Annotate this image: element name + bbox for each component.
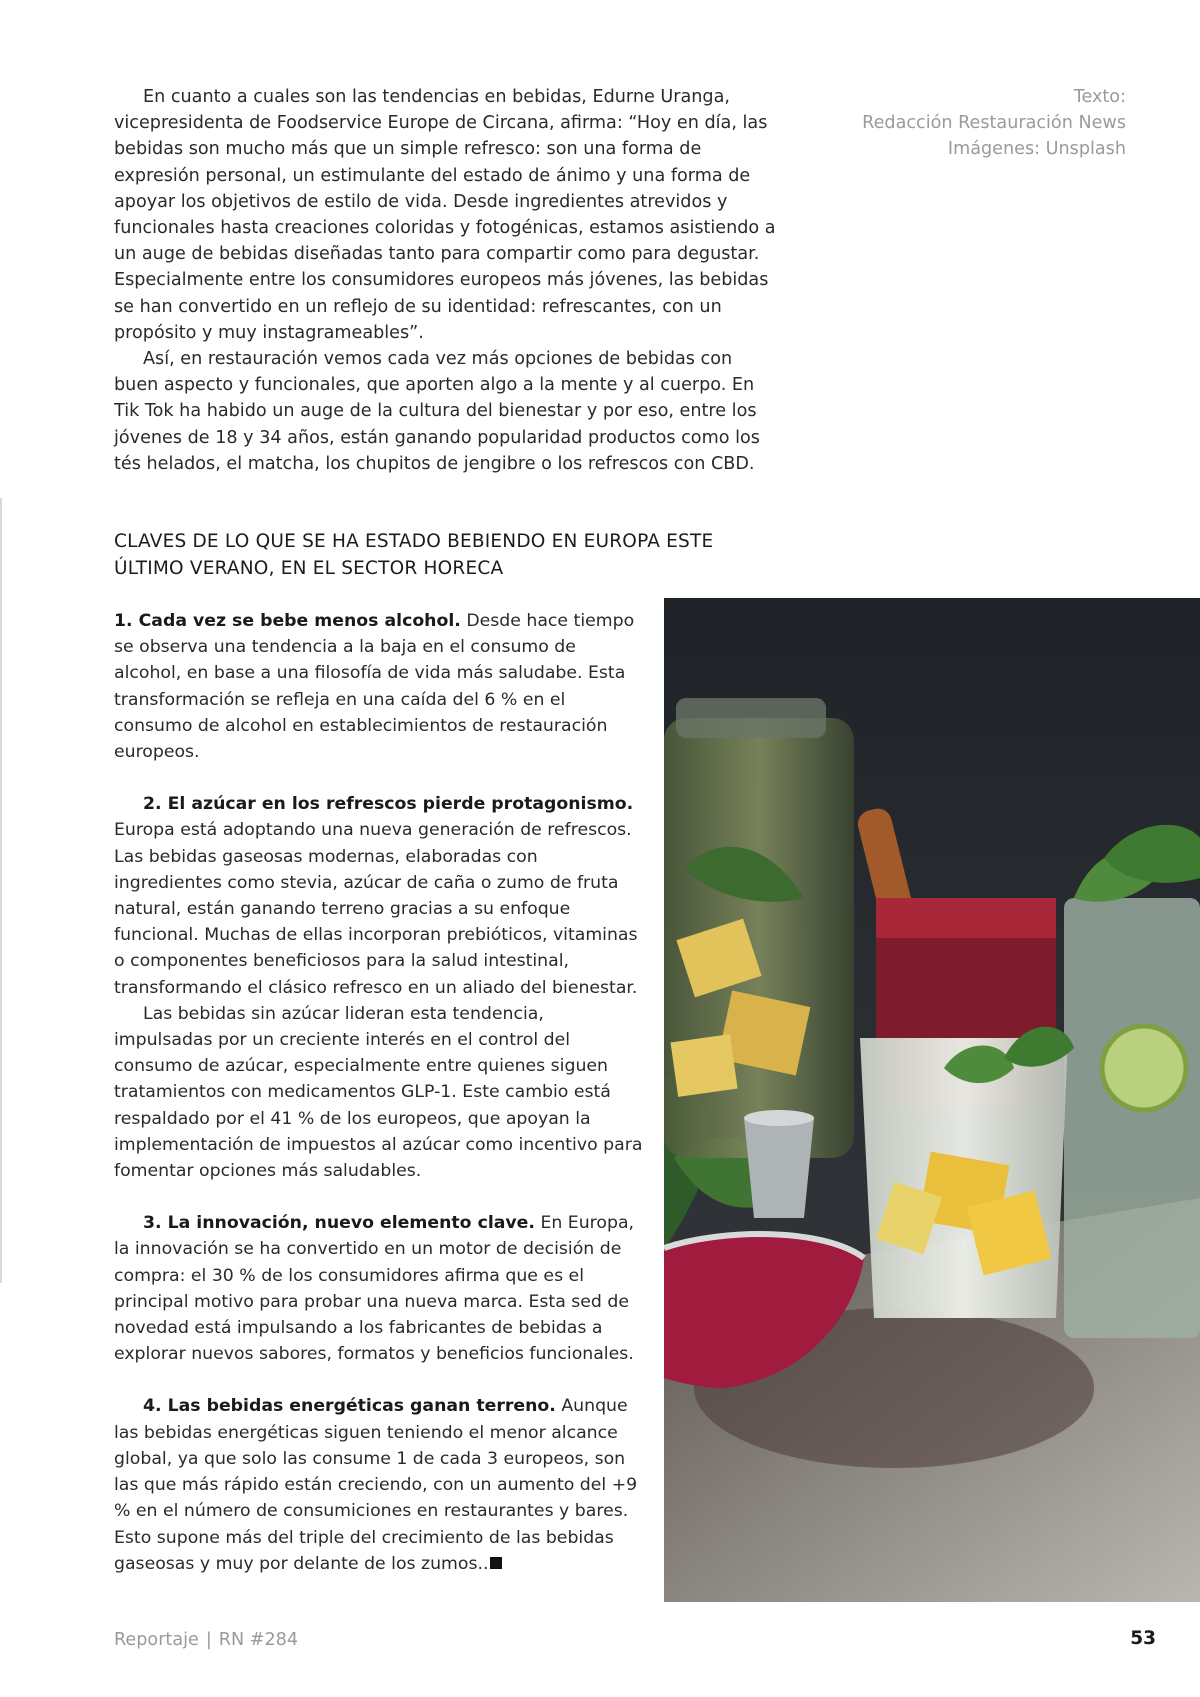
- clave-2-body: Europa está adoptando una nueva generación de refrescos. Las bebidas gaseosas modernas, elaboradas con ingredientes como stevia, azúcar de caña o zumo de fruta natural, están ganando terreno gracias a su enfoque funcional. Muchas de ellas incorporan prebióticos, vitaminas o componentes beneficiosos para la salud intestinal, transformando el clásico refresco en un aliado del bienestar.: [114, 820, 638, 998]
- clave-4: [114, 1393, 644, 1576]
- clave-3-body: En Europa, la innovación se ha convertido en un motor de decisión de compra: el 30 % de los consumidores afirma que es el principal motivo para probar una nueva marca. Esta sed de novedad está impulsando a los fabricantes de bebidas a explorar nuevos sabores, formatos y beneficios funcionales.: [114, 1213, 635, 1365]
- clave-4-title: 4. Las bebidas energéticas ganan terreno.: [143, 1396, 556, 1417]
- credits-author: Redacción Restauración News: [862, 113, 1126, 134]
- section-heading-line-2: ÚLTIMO VERANO, EN EL SECTOR HORECA: [114, 558, 504, 579]
- page-number: 53: [1130, 1628, 1156, 1649]
- clave-2-title: 2. El azúcar en los refrescos pierde protagonismo.: [143, 794, 634, 815]
- footer-issue: RN #284: [218, 1630, 299, 1650]
- credits-images: Imágenes: Unsplash: [947, 139, 1126, 160]
- drinks-photo: [664, 598, 1200, 1602]
- clave-2-paragraph-2: Las bebidas sin azúcar lideran esta tendencia, impulsadas por un creciente interés en el control del consumo de azúcar, especialmente entre quienes siguen tratamientos con medicamentos GLP-1. Este cambio está respaldado por el 41 % de los europeos, que apoyan la implementación de impuestos al azúcar como incentivo para fomentar opciones más saludables.: [114, 1003, 643, 1182]
- footer-section: [114, 1630, 298, 1650]
- end-square-icon: [490, 1557, 502, 1569]
- clave-1-title: 1. Cada vez se bebe menos alcohol.: [114, 611, 461, 631]
- clave-4-body: Aunque las bebidas energéticas siguen teniendo el menor alcance global, ya que solo las consume 1 de cada 3 europeos, son las que más rápido están creciendo, con un aumento del +9 % en el número de consumiciones en restaurantes y bares. Esto supone más del triple del crecimiento de las bebidas gaseosas y muy por delante de los zumos..: [114, 1396, 638, 1574]
- clave-3: [114, 1210, 644, 1367]
- credits: [806, 84, 1126, 163]
- clave-1: [114, 608, 644, 765]
- intro-text: [114, 84, 779, 477]
- clave-3-title: 3. La innovación, nuevo elemento clave.: [143, 1213, 535, 1234]
- credits-label: Texto:: [1073, 87, 1126, 107]
- intro-paragraph-1: En cuanto a cuales son las tendencias en bebidas, Edurne Uranga, vicepresidenta de Foodservice Europe de Circana, afirma: “Hoy en día, las bebidas son mucho más que un simple refresco: son una forma de expresión personal, un estimulante del estado de ánimo y una forma de apoyar los objetivos de estilo de vida. Desde ingredientes atrevidos y funcionales hasta creaciones coloridas y fotogénicas, estamos asistiendo a un auge de bebidas diseñadas tanto para compartir como para degustar. Especialmente entre los consumidores europeos más jóvenes, las bebidas se han convertido en un reflejo de su identidad: refrescantes, con un propósito y muy instagrameables”.: [114, 87, 776, 343]
- section-heading-line-1: CLAVES DE LO QUE SE HA ESTADO BEBIENDO EN EUROPA ESTE: [114, 531, 714, 552]
- clave-1-body: Desde hace tiempo se observa una tendencia a la baja en el consumo de alcohol, en base a una filosofía de vida más saludabe. Esta transformación se refleja en una caída del 6 % en el consumo de alcohol en establecimientos de restauración europeos.: [114, 611, 635, 763]
- intro-paragraph-2: Así, en restauración vemos cada vez más opciones de bebidas con buen aspecto y funcionales, que aporten algo a la mente y al cuerpo. En Tik Tok ha habido un auge de la cultura del bienestar y por eso, entre los jóvenes de 18 y 34 años, están ganando popularidad productos como los tés helados, el matcha, los chupitos de jengibre o los refrescos con CBD.: [114, 349, 760, 474]
- page-edge-line: [0, 498, 2, 1283]
- clave-2: [114, 791, 644, 1001]
- footer-section-label: Reportaje: [114, 1630, 199, 1650]
- footer-separator: |: [205, 1630, 212, 1650]
- claves-list: [114, 608, 644, 1577]
- section-heading: [114, 528, 774, 582]
